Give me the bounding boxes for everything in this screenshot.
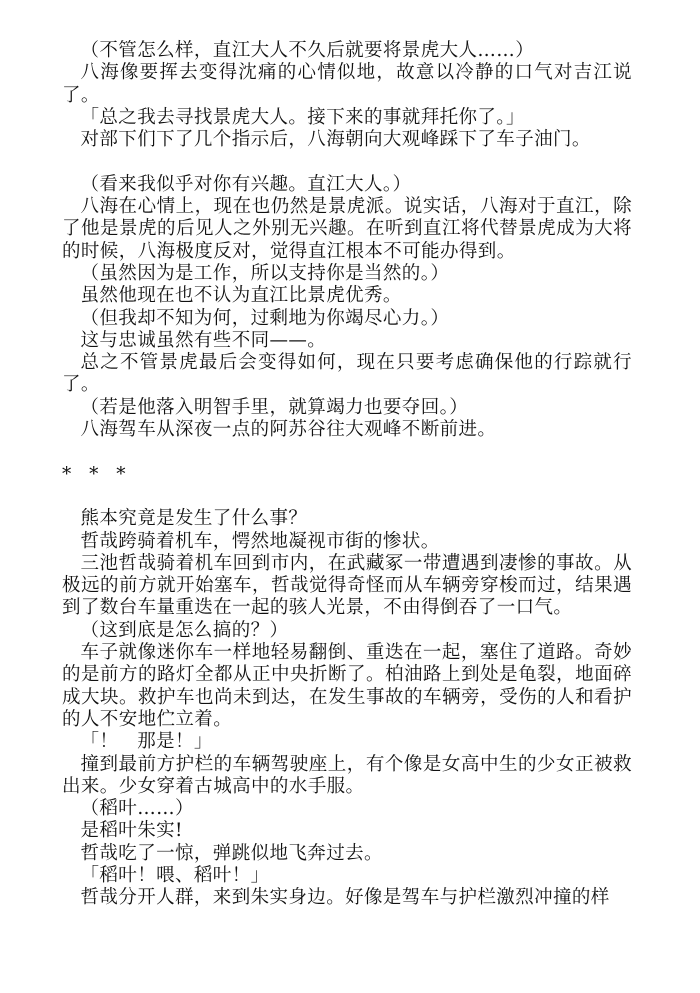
section-separator: * * *: [62, 463, 132, 485]
paragraph: 八海驾车从深夜一点的阿苏谷往大观峰不断前进。: [80, 419, 497, 441]
paragraph: （稻叶……）: [80, 798, 194, 820]
paragraph: 熊本究竟是发生了什么事？: [80, 508, 308, 530]
paragraph: 撞到最前方护栏的车辆驾驶座上，有个像是女高中生的少女正被救出来。少女穿着古城高中的水手服。: [62, 753, 632, 797]
paragraph: 「总之我去寻找景虎大人。接下来的事就拜托你了。」: [80, 106, 525, 128]
paragraph: 是稻叶朱实!: [80, 820, 183, 842]
paragraph: 八海在心情上，现在也仍然是景虎派。说实话，八海对于直江，除了他是景虎的后见人之外别无兴趣。在听到直江将代替景虎成为大将的时候，八海极度反对，觉得直江根本不可能办得到。: [62, 196, 632, 262]
paragraph: （这到底是怎么搞的？）: [80, 619, 289, 641]
novel-text-block: [62, 40, 632, 910]
paragraph: 对部下们下了几个指示后，八海朝向大观峰踩下了车子油门。: [80, 129, 591, 151]
paragraph: 车子就像迷你车一样地轻易翻倒、重迭在一起，塞住了道路。奇妙的是前方的路灯全都从正中央折断了。柏油路上到处是龟裂，地面碎成大块。救护车也尚未到达，在发生事故的车辆旁，受伤的人和看护的人不安地伫立着。: [62, 642, 632, 730]
paragraph: 总之不管景虎最后会变得如何，现在只要考虑确保他的行踪就行了。: [62, 352, 632, 396]
paragraph: （若是他落入明智手里，就算竭力也要夺回。）: [80, 396, 469, 418]
paragraph: 虽然他现在也不认为直江比景虎优秀。: [80, 285, 402, 307]
blank-line: [62, 441, 632, 463]
paragraph: 「稻叶！喂、稻叶！」: [80, 864, 270, 886]
paragraph: 「！ 那是！」: [80, 731, 213, 753]
blank-line: [62, 151, 632, 173]
paragraph: （虽然因为是工作，所以支持你是当然的。）: [80, 262, 450, 284]
paragraph: 哲哉跨骑着机车，愕然地凝视市街的惨状。: [80, 530, 440, 552]
blank-line: [62, 486, 632, 508]
paragraph: （看来我似乎对你有兴趣。直江大人。）: [80, 173, 412, 195]
paragraph: 这与忠诚虽然有些不同——。: [80, 329, 327, 351]
paragraph: （但我却不知为何，过剩地为你竭尽心力。）: [80, 307, 450, 329]
paragraph: 三池哲哉骑着机车回到市内，在武藏冢一带遭遇到凄惨的事故。从极远的前方就开始塞车，哲哉觉得奇怪而从车辆旁穿梭而过，结果遇到了数台车量重迭在一起的骇人光景，不由得倒吞了一口气。: [62, 552, 632, 619]
paragraph: 哲哉分开人群，来到朱实身边。好像是驾车与护栏激烈冲撞的样: [80, 887, 610, 909]
paragraph: 哲哉吃了一惊，弹跳似地飞奔过去。: [80, 842, 383, 864]
paragraph: （不管怎么样，直江大人不久后就要将景虎大人……）: [80, 40, 535, 61]
paragraph: 八海像要挥去变得沈痛的心情似地，故意以冷静的口气对吉江说了。: [62, 62, 632, 106]
